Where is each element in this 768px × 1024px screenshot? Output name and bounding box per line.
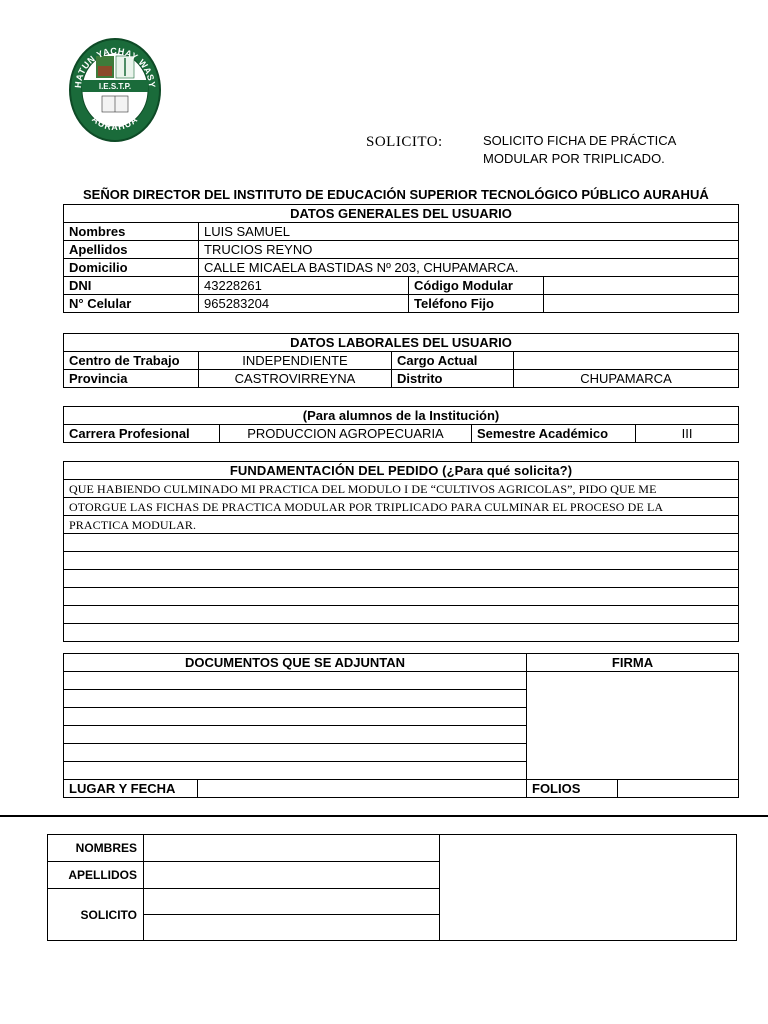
nombres-value[interactable]: LUIS SAMUEL	[199, 223, 739, 241]
document-line[interactable]	[64, 744, 527, 762]
fundamentation-line[interactable]: PRACTICA MODULAR.	[64, 516, 739, 534]
logo-arc-top: HATUN YACHAY WASY	[72, 45, 158, 89]
document-line[interactable]	[64, 726, 527, 744]
talon-apellidos-value[interactable]	[144, 862, 440, 889]
apellidos-label: Apellidos	[64, 241, 199, 259]
telefono-fijo-label: Teléfono Fijo	[409, 295, 544, 313]
fundamentation-line[interactable]	[64, 624, 739, 642]
nombres-label: Nombres	[64, 223, 199, 241]
solicito-line-1: SOLICITO FICHA DE PRÁCTICA	[483, 133, 677, 148]
cargo-actual-label: Cargo Actual	[392, 352, 514, 370]
firma-title: FIRMA	[527, 654, 739, 672]
distrito-label: Distrito	[392, 370, 514, 388]
telefono-fijo-value[interactable]	[544, 295, 739, 313]
general-data-title: DATOS GENERALES DEL USUARIO	[64, 205, 739, 223]
solicito-line-2: MODULAR POR TRIPLICADO.	[483, 151, 665, 166]
distrito-value[interactable]: CHUPAMARCA	[514, 370, 739, 388]
documents-title: DOCUMENTOS QUE SE ADJUNTAN	[64, 654, 527, 672]
dni-label: DNI	[64, 277, 199, 295]
fundamentation-line[interactable]	[64, 570, 739, 588]
talon-solicito-line[interactable]	[144, 915, 440, 941]
provincia-value[interactable]: CASTROVIRREYNA	[199, 370, 392, 388]
dni-value[interactable]: 43228261	[199, 277, 409, 295]
cargo-actual-value[interactable]	[514, 352, 739, 370]
fundamentation-line[interactable]	[64, 534, 739, 552]
celular-value[interactable]: 965283204	[199, 295, 409, 313]
signature-box[interactable]	[527, 672, 739, 780]
domicilio-value[interactable]: CALLE MICAELA BASTIDAS Nº 203, CHUPAMARCA.	[199, 259, 739, 277]
semestre-value[interactable]: III	[636, 425, 739, 443]
document-line[interactable]	[64, 762, 527, 780]
logo-arc-bottom: AURAHUA	[90, 113, 140, 133]
lugar-fecha-label: LUGAR Y FECHA	[64, 780, 198, 798]
document-line[interactable]	[64, 708, 527, 726]
labor-data-table	[63, 333, 739, 388]
talon-stamp-box[interactable]	[440, 835, 737, 941]
receipt-stub-table	[47, 834, 737, 941]
centro-trabajo-value[interactable]: INDEPENDIENTE	[199, 352, 392, 370]
semestre-label: Semestre Académico	[472, 425, 636, 443]
fundamentation-line[interactable]	[64, 588, 739, 606]
codigo-modular-value[interactable]	[544, 277, 739, 295]
document-line[interactable]	[64, 672, 527, 690]
fundamentation-table	[63, 461, 739, 642]
student-data-title: (Para alumnos de la Institución)	[64, 407, 739, 425]
fundamentation-line[interactable]	[64, 552, 739, 570]
provincia-label: Provincia	[64, 370, 199, 388]
folios-label: FOLIOS	[527, 780, 618, 798]
folios-value[interactable]	[618, 780, 739, 798]
carrera-value[interactable]: PRODUCCION AGROPECUARIA	[220, 425, 472, 443]
talon-solicito-line[interactable]	[144, 889, 440, 915]
domicilio-label: Domicilio	[64, 259, 199, 277]
talon-solicito-label: SOLICITO	[48, 889, 144, 941]
celular-label: N° Celular	[64, 295, 199, 313]
solicito-label: SOLICITO:	[366, 134, 443, 150]
talon-apellidos-label: APELLIDOS	[48, 862, 144, 889]
document-line[interactable]	[64, 690, 527, 708]
talon-nombres-label: NOMBRES	[48, 835, 144, 862]
fundamentation-line[interactable]: QUE HABIENDO CULMINADO MI PRACTICA DEL MODULO I DE “CULTIVOS AGRICOLAS”, PIDO QUE ME	[64, 480, 739, 498]
centro-trabajo-label: Centro de Trabajo	[64, 352, 199, 370]
apellidos-value[interactable]: TRUCIOS REYNO	[199, 241, 739, 259]
fundamentation-title: FUNDAMENTACIÓN DEL PEDIDO (¿Para qué solicita?)	[64, 462, 739, 480]
labor-data-title: DATOS LABORALES DEL USUARIO	[64, 334, 739, 352]
talon-nombres-value[interactable]	[144, 835, 440, 862]
general-data-table	[63, 204, 739, 313]
logo-inner-text: I.E.S.T.P.	[98, 82, 132, 91]
addressee-line: SEÑOR DIRECTOR DEL INSTITUTO DE EDUCACIÓN SUPERIOR TECNOLÓGICO PÚBLICO AURAHUÁ	[83, 187, 709, 202]
documents-table	[63, 653, 739, 798]
institution-logo	[68, 36, 162, 144]
cut-divider	[0, 815, 768, 817]
lugar-fecha-value[interactable]	[198, 780, 527, 798]
codigo-modular-label: Código Modular	[409, 277, 544, 295]
student-data-table	[63, 406, 739, 443]
fundamentation-line[interactable]: OTORGUE LAS FICHAS DE PRACTICA MODULAR POR TRIPLICADO PARA CULMINAR EL PROCESO DE LA	[64, 498, 739, 516]
carrera-label: Carrera Profesional	[64, 425, 220, 443]
fundamentation-line[interactable]	[64, 606, 739, 624]
